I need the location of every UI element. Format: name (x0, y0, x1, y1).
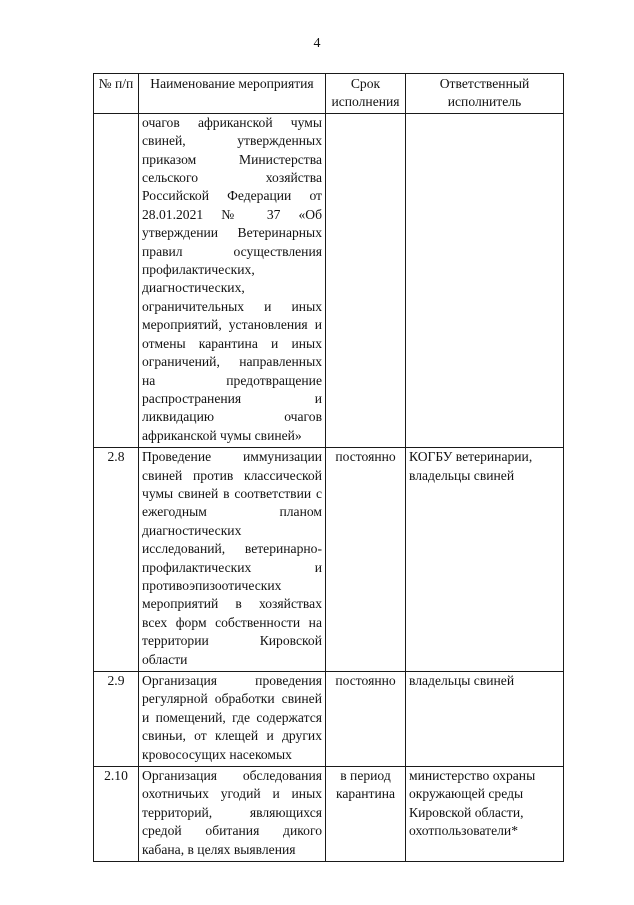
row-num: 2.8 (94, 448, 139, 672)
row-responsible: министерство охраны окружающей среды Кировской области, охотпользователи* (406, 767, 564, 862)
row-name: Проведение иммунизации свиней против классической чумы свиней в соответствии с ежегодным планом диагностических исследований, ветеринарно-профилактических и противоэпизоотических мероприятий в хозяйствах всех форм собственности на территории Кировской области (139, 448, 326, 672)
row-term: в период карантина (326, 767, 406, 862)
header-responsible: Ответственный исполнитель (406, 74, 564, 114)
table-row (94, 448, 564, 672)
row-name: очагов африканской чумы свиней, утвержденных приказом Министерства сельского хозяйства Российской Федерации от 28.01.2021 № 37 «Об утверждении Ветеринарных правил осуществления профилактических, диагностических, ограничительных и иных мероприятий, установления и отмены карантина и иных ограничений, направленных на предотвращение распространения и ликвидацию очагов африканской чумы свиней» (139, 113, 326, 447)
table-row (94, 767, 564, 862)
row-term (326, 113, 406, 447)
measures-table (93, 73, 564, 862)
header-name: Наименование мероприятия (139, 74, 326, 114)
row-responsible: владельцы свиней (406, 672, 564, 767)
row-num: 2.10 (94, 767, 139, 862)
row-responsible (406, 113, 564, 447)
header-num: № п/п (94, 74, 139, 114)
row-term: постоянно (326, 448, 406, 672)
table-row (94, 672, 564, 767)
row-name: Организация обследования охотничьих угодий и иных территорий, являющихся средой обитания дикого кабана, в целях выявления (139, 767, 326, 862)
header-term: Срок исполнения (326, 74, 406, 114)
row-num (94, 113, 139, 447)
row-term: постоянно (326, 672, 406, 767)
page-number: 4 (313, 36, 321, 51)
row-num: 2.9 (94, 672, 139, 767)
row-responsible: КОГБУ ветеринарии, владельцы свиней (406, 448, 564, 672)
table-header-row (94, 74, 564, 114)
row-name: Организация проведения регулярной обработки свиней и помещений, где содержатся свиньи, от клещей и других кровососущих насекомых (139, 672, 326, 767)
table-row (94, 113, 564, 447)
